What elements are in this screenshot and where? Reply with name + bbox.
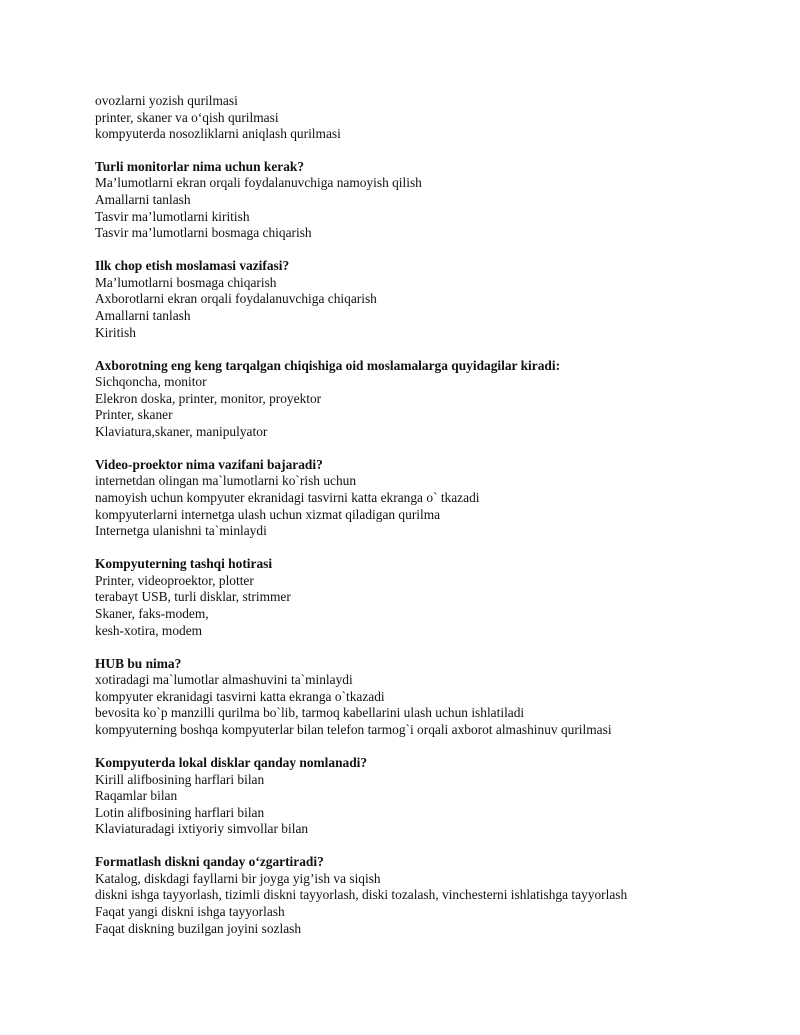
question-text: Turli monitorlar nima uchun kerak? [95, 158, 305, 174]
question-text: Axborotning eng keng tarqalgan chiqishiga oid moslamalarga quyidagilar kiradi: [95, 357, 561, 373]
answer-line: Raqamlar bilan [95, 788, 178, 804]
answer-line: kompyuter ekranidagi tasvirni katta ekranga o`tkazadi [95, 688, 385, 704]
intro-answers [95, 93, 785, 143]
answer-line: Ma’lumotlarni bosmaga chiqarish [95, 274, 277, 290]
answer-line: Printer, skaner [95, 407, 173, 423]
answer-line: terabayt USB, turli disklar, strimmer [95, 589, 291, 605]
answer-line: Skaner, faks-modem, [95, 606, 209, 621]
question-block [95, 755, 785, 838]
answer-line: Amallarni tanlash [95, 191, 191, 207]
answer-line: xotiradagi ma`lumotlar almashuvini ta`minlaydi [95, 672, 353, 688]
answer-line: Sichqoncha, monitor [95, 374, 207, 390]
answer-line: Kiritish [95, 324, 136, 340]
question-text: Ilk chop etish moslamasi vazifasi? [95, 258, 290, 274]
answer-line: Tasvir ma’lumotlarni kiritish [95, 208, 250, 224]
answer-line: Faqat diskning buzilgan joyini sozlash [95, 920, 302, 936]
question-text: Formatlash diskni qanday o‘zgartiradi? [95, 854, 324, 870]
answer-line: Elekron doska, printer, monitor, proyektor [95, 390, 322, 406]
answer-line: kompyuterning boshqa kompyuterlar bilan telefon tarmog`i orqali axborot almashinuv qurilmasi [95, 721, 612, 737]
question-text: Video-proektor nima vazifani bajaradi? [95, 456, 323, 472]
answer-line: Internetga ulanishni ta`minlaydi [95, 523, 267, 539]
answer-line: printer, skaner va o‘qish qurilmasi [95, 109, 279, 125]
answer-line: diskni ishga tayyorlash, tizimli diskni tayyorlash, diski tozalash, vinchesterni ishlatishga tayyorlash [95, 887, 628, 903]
question-block [95, 656, 785, 739]
answer-line: kompyuterlarni internetga ulash uchun xizmat qiladigan qurilma [95, 506, 441, 522]
answer-line: Kirill alifbosining harflari bilan [95, 771, 265, 787]
question-block [95, 159, 785, 242]
answer-line: Klaviaturadagi ixtiyoriy simvollar bilan [95, 821, 309, 837]
answer-line: internetdan olingan ma`lumotlarni ko`rish uchun [95, 473, 357, 489]
question-text: HUB bu nima? [95, 655, 182, 671]
answer-line: namoyish uchun kompyuter ekranidagi tasvirni katta ekranga o` tkazadi [95, 490, 480, 506]
answer-line: Ma’lumotlarni ekran orqali foydalanuvchiga namoyish qilish [95, 175, 422, 191]
answer-line: Printer, videoproektor, plotter [95, 572, 254, 588]
answer-line: Amallarni tanlash [95, 307, 191, 323]
question-block [95, 258, 785, 341]
answer-line: Axborotlarni ekran orqali foydalanuvchiga chiqarish [95, 291, 377, 307]
document-page [95, 93, 785, 954]
answer-line: ovozlarni yozish qurilmasi [95, 93, 238, 108]
answer-line: Katalog, diskdagi fayllarni bir joyga yig’ish va siqish [95, 870, 381, 886]
question-block [95, 854, 785, 937]
answer-line: kesh-xotira, modem [95, 622, 203, 638]
answer-line: Lotin alifbosining harflari bilan [95, 804, 265, 820]
answer-line: Tasvir ma’lumotlarni bosmaga chiqarish [95, 225, 312, 241]
answer-line: bevosita ko`p manzilli qurilma bo`lib, tarmoq kabellarini ulash uchun ishlatiladi [95, 705, 525, 721]
question-text: Kompyuterda lokal disklar qanday nomlanadi? [95, 754, 368, 770]
answer-line: kompyuterda nosozliklarni aniqlash qurilmasi [95, 126, 341, 142]
question-block [95, 358, 785, 441]
answer-line: Klaviatura,skaner, manipulyator [95, 423, 268, 439]
question-block [95, 457, 785, 540]
question-block [95, 556, 785, 639]
question-text: Kompyuterning tashqi hotirasi [95, 556, 273, 572]
answer-line: Faqat yangi diskni ishga tayyorlash [95, 904, 285, 920]
